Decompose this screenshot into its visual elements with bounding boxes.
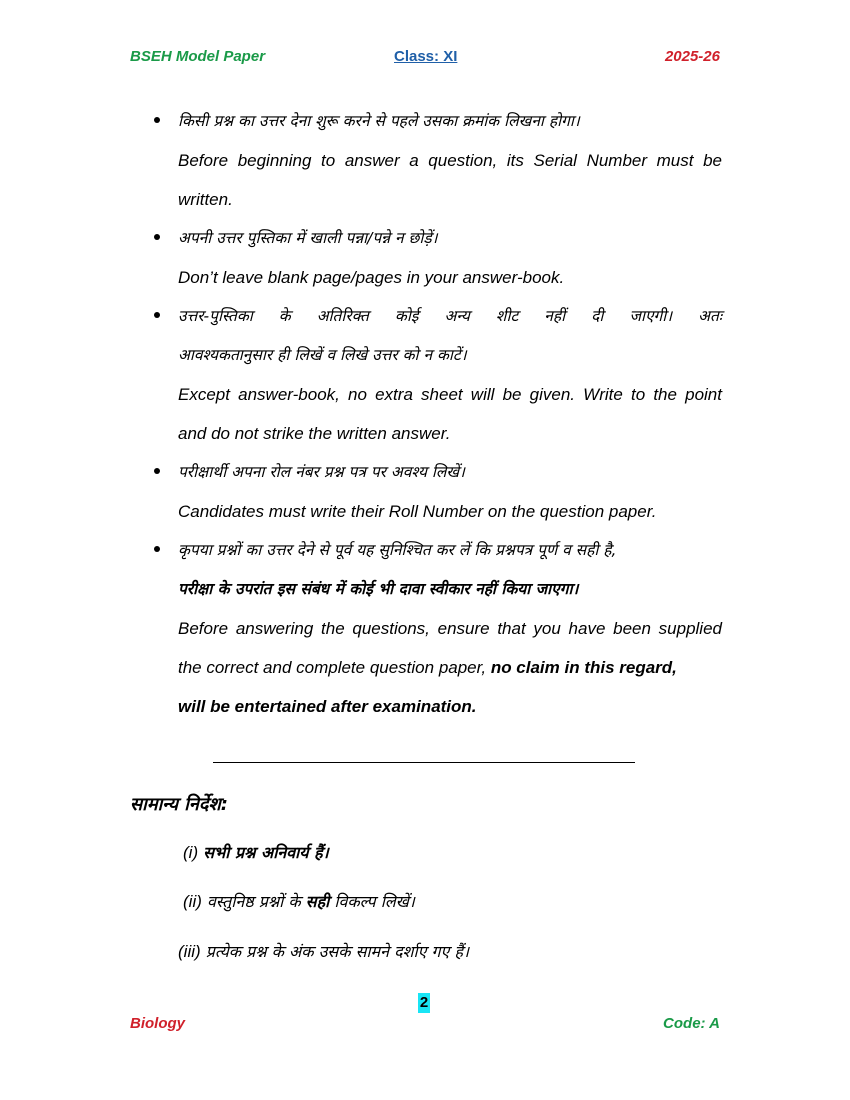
footer-code-label: Code: A <box>663 1015 720 1032</box>
item-text: विकल्प लिखें। <box>334 892 415 911</box>
instruction-item-5 <box>150 531 722 726</box>
instruction-hindi: अपनी उत्तर पुस्तिका में खाली पन्ना/पन्ने न छोड़ें। <box>178 229 438 247</box>
bullet-icon <box>154 546 160 552</box>
instruction-english: Candidates must write their Roll Number on the question paper. <box>178 502 657 521</box>
header-session-label: 2025-26 <box>664 48 720 65</box>
page-footer <box>130 1015 720 1037</box>
footer-subject-label: Biology <box>130 1015 185 1032</box>
instruction-hindi: किसी प्रश्न का उत्तर देना शुरू करने से पहले उसका क्रमांक लिखना होगा। <box>178 112 580 130</box>
item-text-bold: सही <box>305 892 330 911</box>
item-text: सभी प्रश्न अनिवार्य हैं। <box>203 843 329 862</box>
instruction-item-2 <box>150 219 722 297</box>
instruction-english: Before beginning to answer a question, its Serial Number must be <box>178 151 722 170</box>
general-instructions-title: सामान्य निर्देश: <box>130 794 228 815</box>
instruction-item-3 <box>150 297 722 453</box>
item-text: वस्तुनिष्ठ प्रश्नों के <box>206 892 301 911</box>
bullet-icon <box>154 312 160 318</box>
general-item-1 <box>183 841 329 863</box>
bullet-icon <box>154 234 160 240</box>
general-item-2 <box>183 890 415 912</box>
general-item-3 <box>178 940 469 962</box>
header-board-label: BSEH Model Paper <box>130 48 266 65</box>
bullet-icon <box>154 468 160 474</box>
item-number: (ii) <box>183 892 202 911</box>
item-number: (i) <box>183 843 199 862</box>
instruction-english-bold: will be entertained after examination. <box>178 697 477 716</box>
instruction-hindi: उत्तर-पुस्तिका के अतिरिक्त कोई अन्य शीट नहीं दी जाएगी। अतः <box>178 307 722 325</box>
instruction-hindi: आवश्यकतानुसार ही लिखें व लिखे उत्तर को न काटें। <box>178 346 467 364</box>
instruction-english: Before answering the questions, ensure that you have been supplied <box>178 619 722 638</box>
instruction-hindi: परीक्षार्थी अपना रोल नंबर प्रश्न पत्र पर अवश्य लिखें। <box>178 463 465 481</box>
item-text: प्रत्येक प्रश्न के अंक उसके सामने दर्शाए गए हैं। <box>205 942 470 961</box>
instruction-hindi-bold: परीक्षा के उपरांत इस संबंध में कोई भी दावा स्वीकार नहीं किया जाएगा। <box>178 580 579 598</box>
bullet-icon <box>154 117 160 123</box>
instruction-hindi: कृपया प्रश्नों का उत्तर देने से पूर्व यह सुनिश्चित कर लें कि प्रश्नपत्र पूर्ण व सही है, <box>178 541 617 559</box>
page-header <box>130 48 720 72</box>
instruction-english-mixed <box>178 648 722 687</box>
instruction-english: Don’t leave blank page/pages in your answer-book. <box>178 268 565 287</box>
instruction-english-bold: no claim in this regard, <box>490 658 677 677</box>
instruction-english: and do not strike the written answer. <box>178 424 451 443</box>
instruction-item-1 <box>150 102 722 219</box>
instructions-list <box>150 102 722 726</box>
header-class-label: Class: XI <box>394 48 458 65</box>
instruction-item-4 <box>150 453 722 531</box>
item-number: (iii) <box>178 942 201 961</box>
instruction-english-text: the correct and complete question paper, <box>178 658 491 677</box>
instruction-english: Except answer-book, no extra sheet will be given. Write to the point <box>178 385 722 404</box>
instruction-english: written. <box>178 190 233 209</box>
page-number: 2 <box>419 994 429 1011</box>
section-divider <box>213 762 635 763</box>
